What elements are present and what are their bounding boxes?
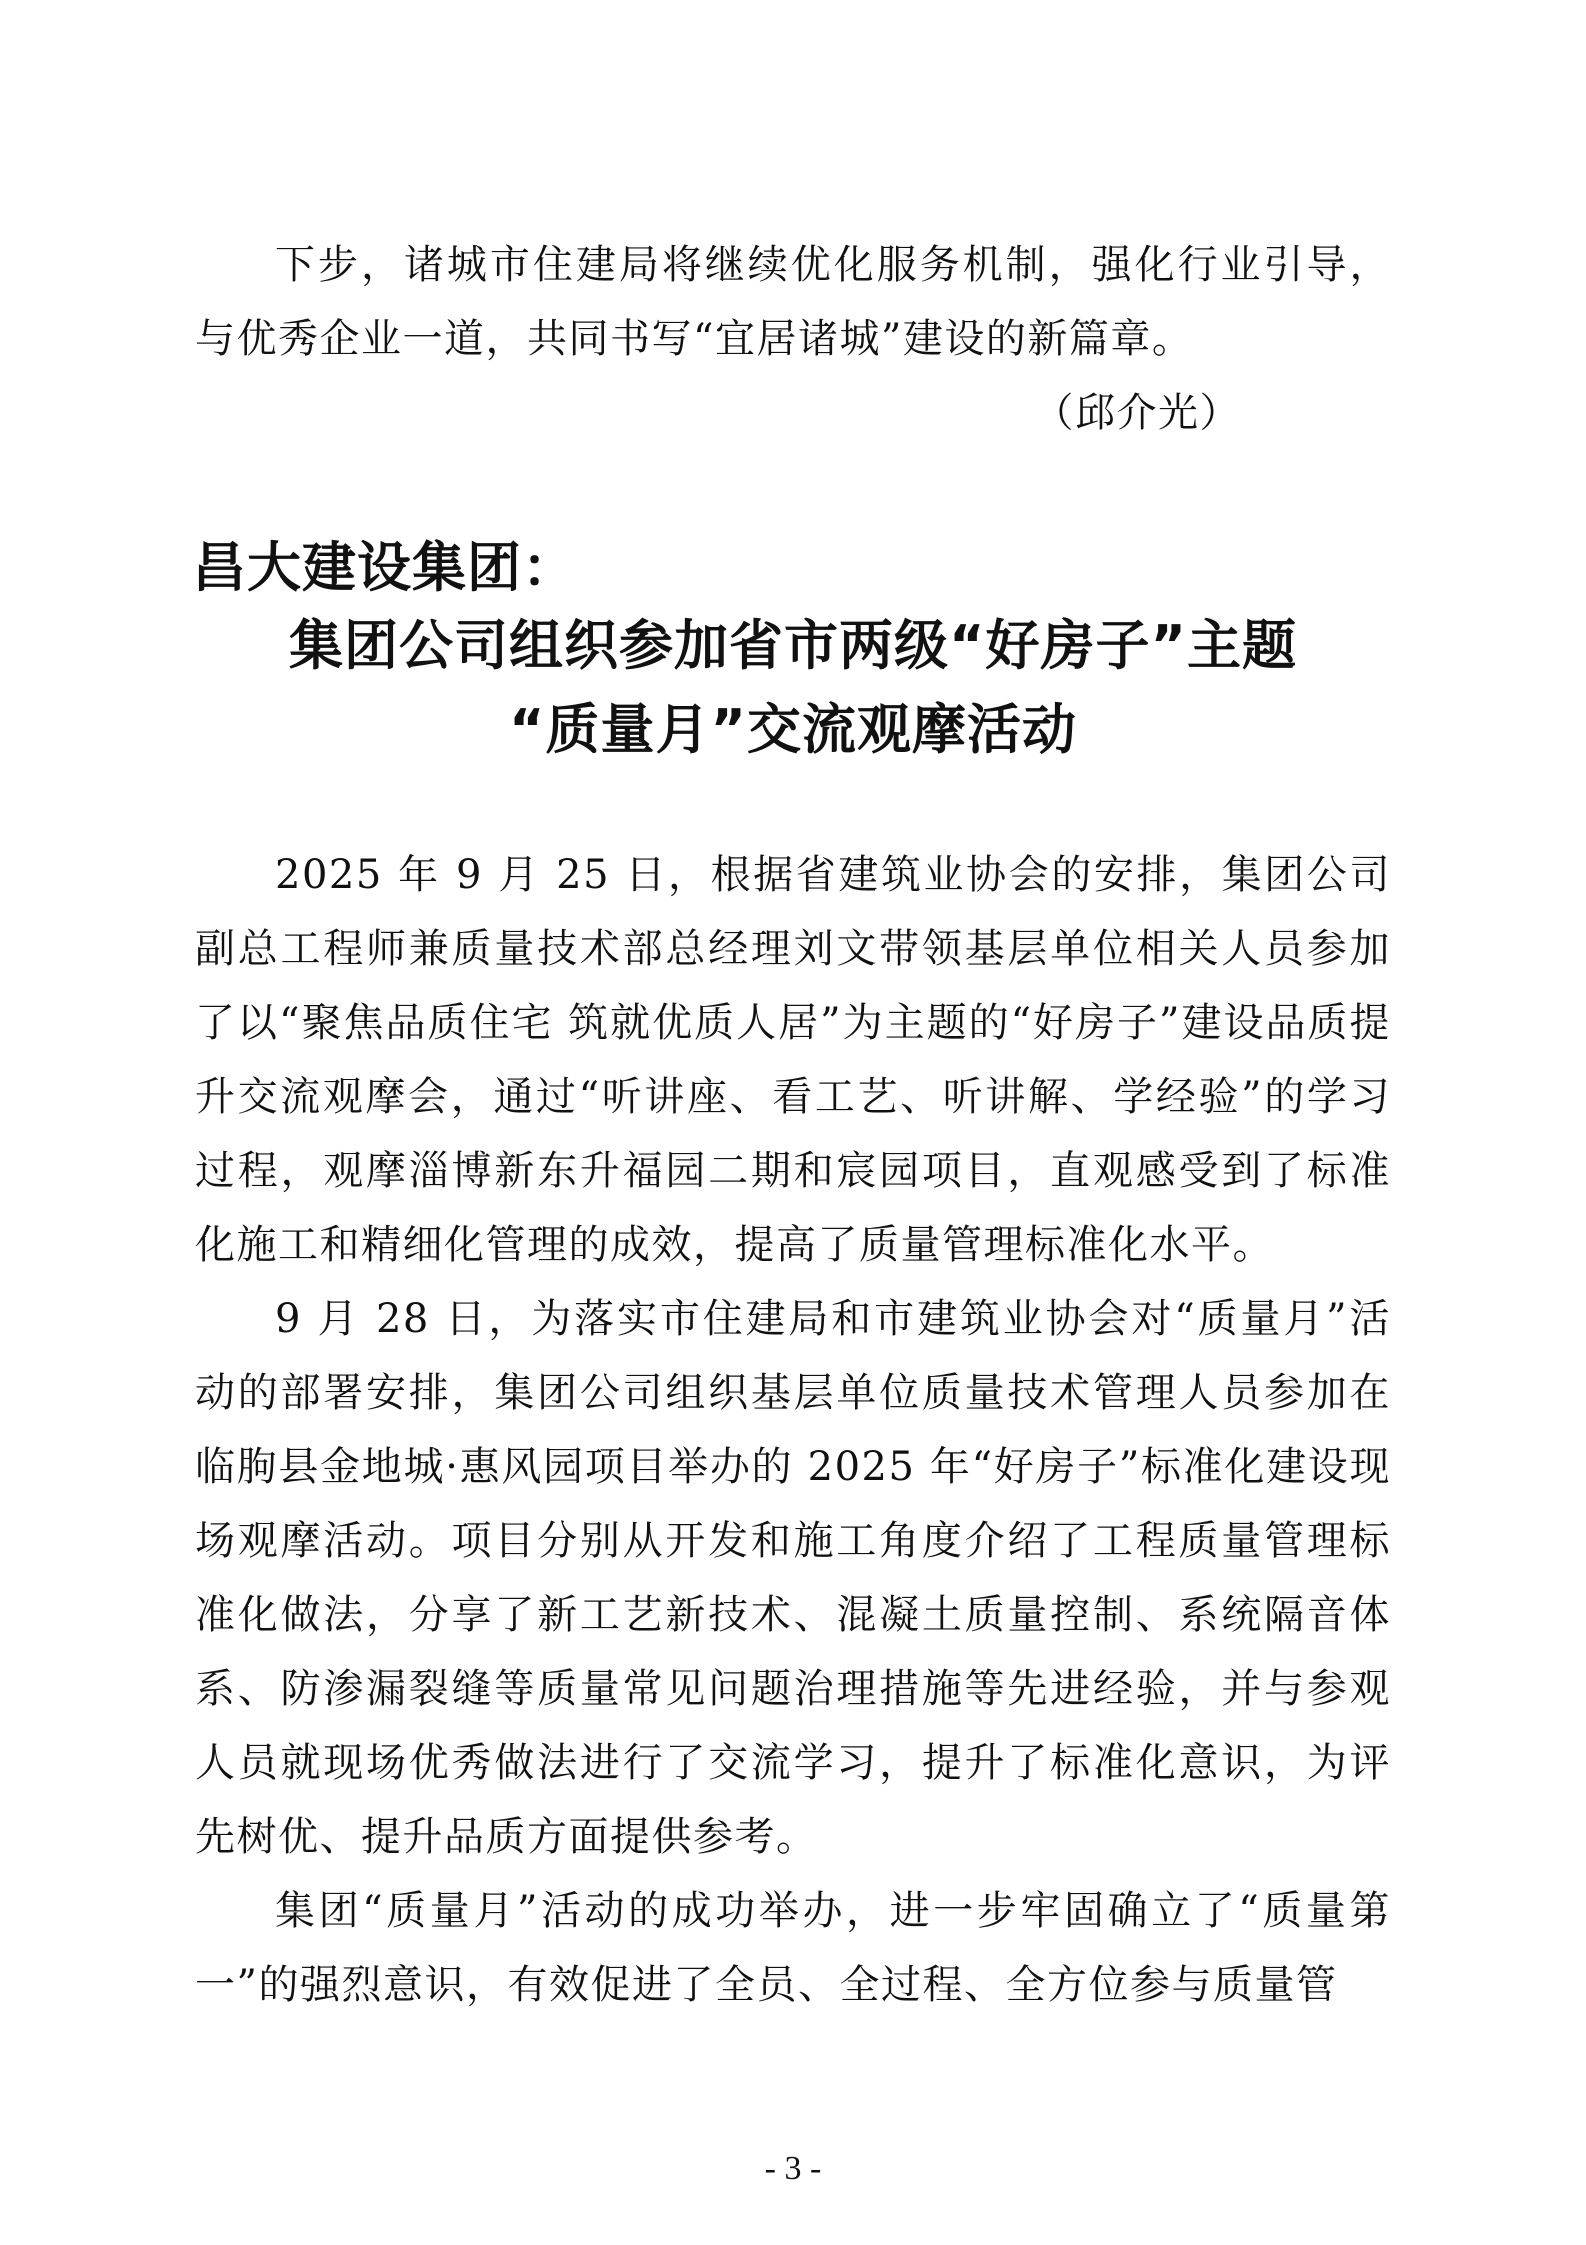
- page-number: - 3 -: [764, 2150, 822, 2187]
- article-title-line-1: 集团公司组织参加省市两级“好房子”主题: [289, 614, 1297, 677]
- article-body: [195, 838, 1391, 2022]
- body-paragraph-2: 9 月 28 日，为落实市住建局和市建筑业协会对“质量月”活动的部署安排，集团公司组织基层单位质量技术管理人员参加在临朐县金地城·惠风园项目举办的 2025 年“好房子”标准化建设现场观摩活动。项目分别从开发和施工角度介绍了工程质量管理标准化做法，分享了新工艺新技术、混凝土质量控制、系统隔音体系、防渗漏裂缝等质量常见问题治理措施等先进经验，并与参观人员就现场优秀做法进行了交流学习，提升了标准化意识，为评先树优、提升品质方面提供参考。: [195, 1296, 1391, 1860]
- body-paragraph-3: 集团“质量月”活动的成功举办，进一步牢固确立了“质量第一”的强烈意识，有效促进了全员、全过程、全方位参与质量管: [195, 1888, 1391, 2008]
- author-byline: （邱介光）: [1033, 390, 1241, 436]
- intro-paragraph: 下步，诸城市住建局将继续优化服务机制，强化行业引导，与优秀企业一道，共同书写“宜居诸城”建设的新篇章。: [195, 242, 1391, 362]
- body-paragraph-1: 2025 年 9 月 25 日，根据省建筑业协会的安排，集团公司副总工程师兼质量技术部总经理刘文带领基层单位相关人员参加了以“聚焦品质住宅 筑就优质人居”为主题的“好房子”建设品质提升交流观摩会，通过“听讲座、看工艺、听讲解、学经验”的学习过程，观摩淄博新东升福园二期和宸园项目，直观感受到了标准化施工和精细化管理的成效，提高了质量管理标准化水平。: [195, 852, 1391, 1268]
- intro-section: [195, 228, 1391, 450]
- article-org-heading: 昌大建设集团：: [192, 536, 577, 599]
- article-title-line-2: “质量月”交流观摩活动: [509, 698, 1077, 761]
